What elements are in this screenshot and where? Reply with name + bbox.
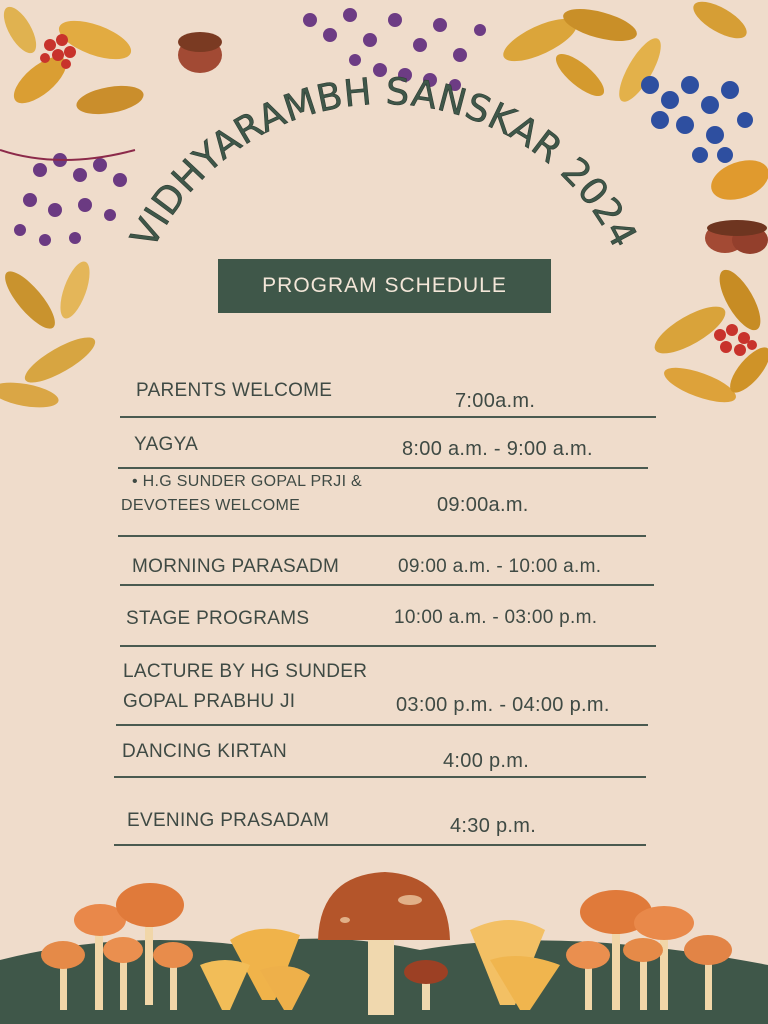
program-schedule-banner [218,259,551,313]
event-parents-welcome: PARENTS WELCOME [136,380,333,401]
event-dancing-kirtan: DANCING KIRTAN [122,741,288,762]
divider [114,776,646,778]
event-lecture-line2: GOPAL PRABHU JI [123,691,296,712]
divider [114,844,646,846]
event-hg-welcome-line2: DEVOTEES WELCOME [121,497,301,514]
time-stage-programs: 10:00 a.m. - 03:00 p.m. [394,607,598,628]
event-hg-welcome-line1: • H.G SUNDER GOPAL PRJI & [132,473,363,490]
divider [118,535,646,537]
event-morning-prasadam: MORNING PARASADM [132,556,340,577]
time-hg-welcome: 09:00a.m. [437,494,529,516]
divider [120,416,656,418]
time-dancing-kirtan: 4:00 p.m. [443,750,530,772]
time-parents-welcome: 7:00a.m. [455,390,536,412]
time-yagya: 8:00 a.m. - 9:00 a.m. [402,438,593,460]
divider [120,645,656,647]
time-evening-prasadam: 4:30 p.m. [450,815,537,837]
event-evening-prasadam: EVENING PRASADAM [127,810,330,831]
time-morning-prasadam: 09:00 a.m. - 10:00 a.m. [398,556,602,577]
program-schedule-label: PROGRAM SCHEDULE [262,274,507,297]
time-lecture: 03:00 p.m. - 04:00 p.m. [396,694,610,716]
title-arc [0,0,768,420]
divider [118,467,648,469]
divider [116,724,648,726]
poster-title: VIDHYARAMBH SANSKAR 2024 [122,69,646,255]
event-yagya: YAGYA [134,434,199,455]
divider [120,584,654,586]
event-lecture-line1: LACTURE BY HG SUNDER [123,661,368,682]
event-stage-programs: STAGE PROGRAMS [126,608,310,629]
